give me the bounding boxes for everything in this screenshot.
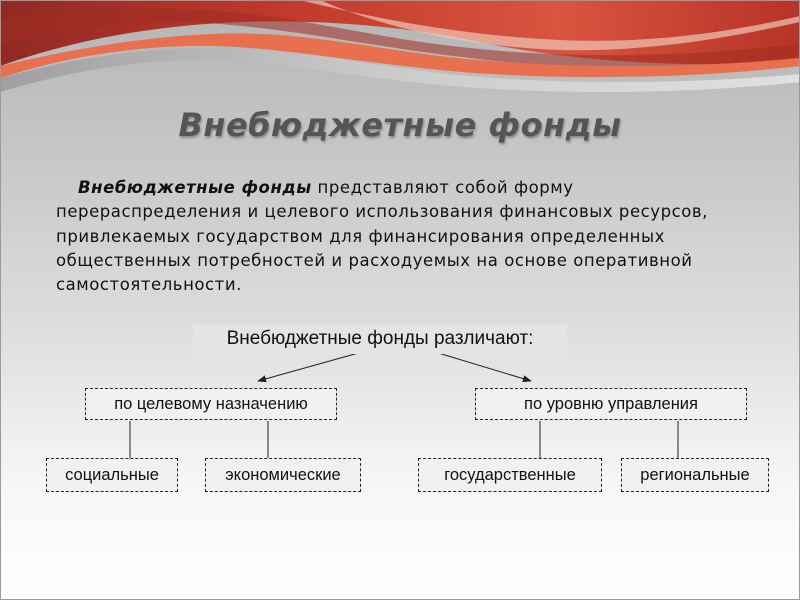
slide-title: Внебюджетные фонды — [178, 106, 622, 144]
diagram-root-label: Внебюджетные фонды различают: — [193, 324, 567, 354]
leaf-state: государственные — [418, 458, 602, 492]
leaf-economic: экономические — [205, 458, 361, 492]
definition-text: представляют собой форму перераспределения и целевого использования финансовых ресурсов, привлекаемых государством для финансирования определенных общественных потребностей и расходуемых на основе оперативной самостоятельности. — [56, 178, 708, 295]
arrow-to-by-management-level — [435, 352, 531, 381]
category-by-management-level: по уровню управления — [475, 388, 747, 420]
arrow-to-by-purpose — [258, 352, 362, 381]
definition-term: Внебюджетные фонды — [78, 178, 312, 197]
category-by-purpose: по целевому назначению — [85, 388, 337, 420]
leaf-regional: региональные — [621, 458, 769, 492]
leaf-social: социальные — [46, 458, 178, 492]
